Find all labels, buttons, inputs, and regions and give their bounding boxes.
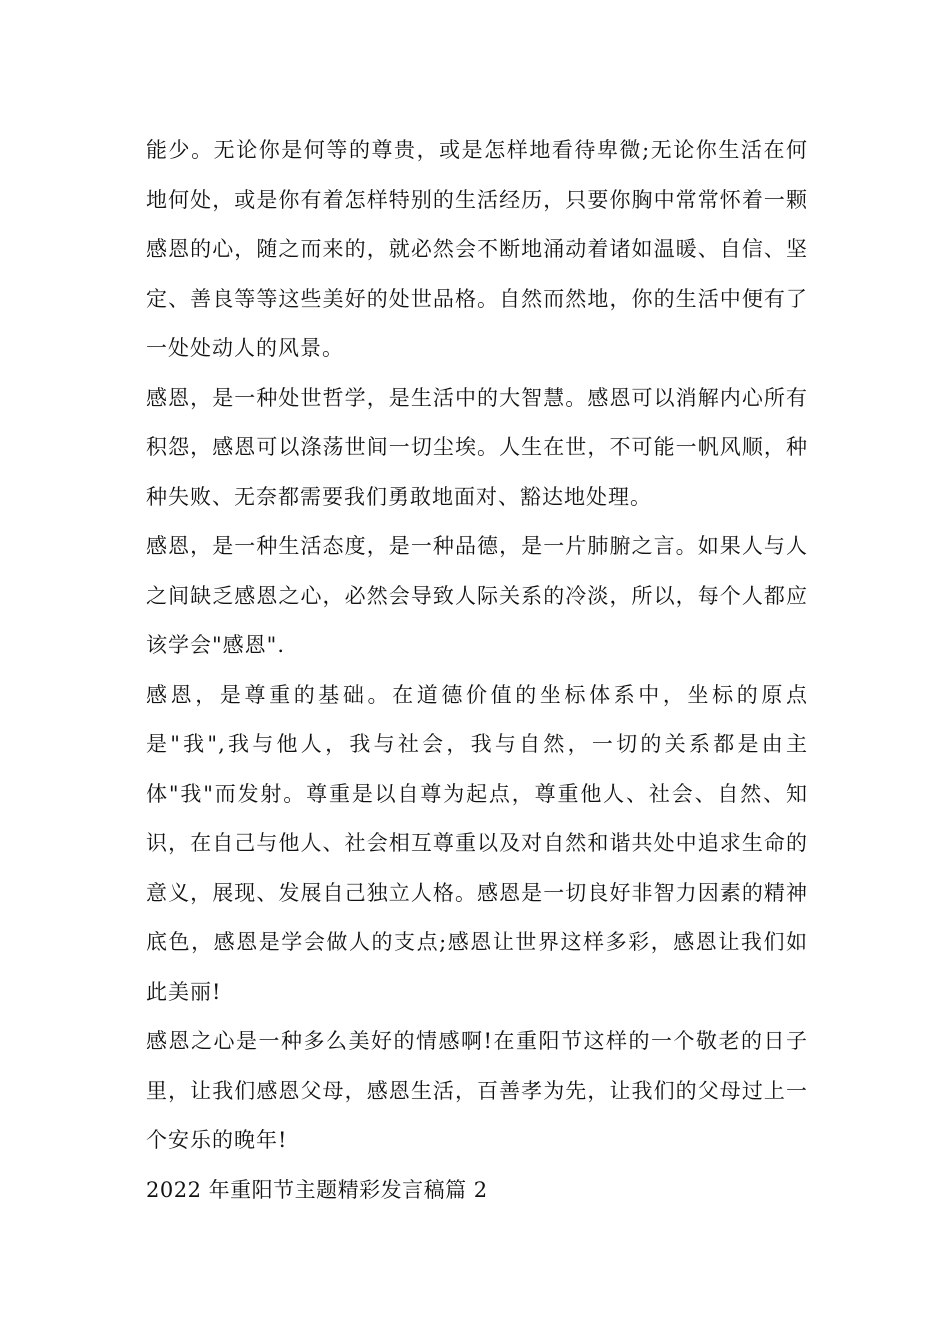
paragraph-closing: 感恩之心是一种多么美好的情感啊!在重阳节这样的一个敬老的日子里，让我们感恩父母，感恩生活，百善孝为先，让我们的父母过上一个安乐的晚年! <box>146 1029 808 1152</box>
paragraph-attitude: 感恩，是一种生活态度，是一种品德，是一片肺腑之言。如果人与人之间缺乏感恩之心，必然会导致人际关系的冷淡，所以，每个人都应该学会"感恩". <box>146 534 808 657</box>
section-heading: 2022 年重阳节主题精彩发言稿篇 2 <box>146 1177 488 1202</box>
paragraph-philosophy: 感恩，是一种处世哲学，是生活中的大智慧。感恩可以消解内心所有积怨，感恩可以涤荡世间一切尘埃。人生在世，不可能一帆风顺，种种失败、无奈都需要我们勇敢地面对、豁达地处理。 <box>146 385 808 509</box>
paragraph-respect: 感恩，是尊重的基础。在道德价值的坐标体系中，坐标的原点是"我",我与他人，我与社会，我与自然，一切的关系都是由主体"我"而发射。尊重是以自尊为起点，尊重他人、社会、自然、知识，在自己与他人、社会相互尊重以及对自然和谐共处中追求生命的意义，展现、发展自己独立人格。感恩是一切良好非智力因素的精神底色，感恩是学会做人的支点;感恩让世界这样多彩，感恩让我们如此美丽! <box>146 682 808 1004</box>
document-body <box>146 126 808 1215</box>
paragraph-continuation: 能少。无论你是何等的尊贵，或是怎样地看待卑微;无论你生活在何地何处，或是你有着怎样特别的生活经历，只要你胸中常常怀着一颗感恩的心，随之而来的，就必然会不断地涌动着诸如温暖、自信、坚定、善良等等这些美好的处世品格。自然而然地，你的生活中便有了一处处动人的风景。 <box>146 138 808 360</box>
